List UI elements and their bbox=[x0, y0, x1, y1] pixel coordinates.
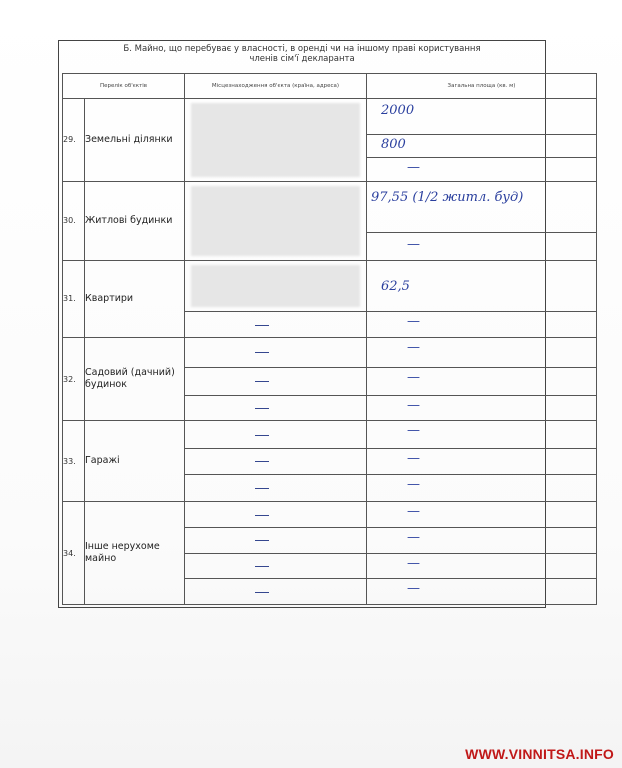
area-value: — bbox=[407, 314, 420, 330]
row-number: 34. bbox=[63, 502, 85, 605]
location-cell bbox=[185, 502, 367, 528]
area-value: — bbox=[407, 581, 420, 597]
area-cell bbox=[367, 367, 597, 395]
area-value: — bbox=[407, 450, 420, 466]
area-value: 97,55 (1/2 житл. буд) bbox=[371, 189, 524, 205]
location-cell bbox=[185, 474, 367, 502]
table-row bbox=[63, 181, 597, 232]
area-cell bbox=[367, 233, 597, 261]
area-value: — bbox=[407, 529, 420, 545]
empty-dash bbox=[255, 461, 269, 462]
location-cell bbox=[185, 553, 367, 579]
area-value: 2000 bbox=[381, 102, 415, 118]
row-name: Гаражі bbox=[85, 421, 185, 502]
location-cell bbox=[185, 579, 367, 605]
empty-dash bbox=[255, 408, 269, 409]
row-number: 32. bbox=[63, 337, 85, 420]
area-cell bbox=[367, 98, 597, 134]
empty-dash bbox=[255, 352, 269, 353]
area-cell bbox=[367, 395, 597, 421]
area-cell bbox=[367, 553, 597, 579]
location-cell bbox=[185, 260, 367, 311]
row-number: 30. bbox=[63, 181, 85, 260]
area-cell bbox=[367, 474, 597, 502]
row-name: Квартири bbox=[85, 260, 185, 337]
location-cell bbox=[185, 395, 367, 421]
area-value: — bbox=[407, 339, 420, 355]
area-cell bbox=[367, 312, 597, 338]
empty-dash bbox=[255, 515, 269, 516]
location-cell bbox=[185, 421, 367, 449]
header-item: Перелік об'єктів bbox=[63, 74, 185, 99]
area-value: — bbox=[407, 397, 420, 413]
empty-dash bbox=[255, 325, 269, 326]
area-value: 800 bbox=[381, 136, 406, 152]
location-cell bbox=[185, 181, 367, 260]
location-cell bbox=[185, 98, 367, 181]
property-table bbox=[62, 73, 597, 605]
redacted-address bbox=[191, 265, 360, 307]
redacted-address bbox=[191, 186, 360, 256]
area-value: — bbox=[407, 504, 420, 520]
area-cell bbox=[367, 502, 597, 528]
empty-dash bbox=[255, 488, 269, 489]
area-cell bbox=[367, 448, 597, 474]
section-title-line1: Б. Майно, що перебуває у власності, в оренді чи на іншому праві користування bbox=[123, 44, 481, 54]
location-cell bbox=[185, 312, 367, 338]
location-cell bbox=[185, 527, 367, 553]
section-title-line2: членів сім'ї декларанта bbox=[249, 54, 355, 64]
row-name: Житлові будинки bbox=[85, 181, 185, 260]
empty-dash bbox=[255, 592, 269, 593]
table-row bbox=[63, 421, 597, 449]
row-name: Земельні ділянки bbox=[85, 98, 185, 181]
empty-dash bbox=[255, 566, 269, 567]
area-cell bbox=[367, 527, 597, 553]
table-row bbox=[63, 260, 597, 311]
area-cell bbox=[367, 579, 597, 605]
area-value: — bbox=[407, 476, 420, 492]
area-cell bbox=[367, 337, 597, 367]
location-cell bbox=[185, 367, 367, 395]
location-cell bbox=[185, 448, 367, 474]
row-number: 33. bbox=[63, 421, 85, 502]
area-cell bbox=[367, 134, 597, 158]
empty-dash bbox=[255, 381, 269, 382]
empty-dash bbox=[255, 540, 269, 541]
area-value: — bbox=[407, 555, 420, 571]
row-number: 29. bbox=[63, 98, 85, 181]
row-name: Інше нерухоме майно bbox=[85, 502, 185, 605]
redacted-address bbox=[191, 103, 360, 177]
area-cell bbox=[367, 181, 597, 232]
table-row bbox=[63, 502, 597, 528]
area-cell bbox=[367, 158, 597, 182]
area-cell bbox=[367, 421, 597, 449]
table-row bbox=[63, 98, 597, 134]
area-value: — bbox=[407, 237, 420, 253]
empty-dash bbox=[255, 435, 269, 436]
header-location: Місцезнаходження об'єкта (країна, адреса) bbox=[185, 74, 367, 99]
area-value: — bbox=[407, 369, 420, 385]
area-value: 62,5 bbox=[381, 278, 410, 294]
area-value: — bbox=[407, 160, 420, 176]
row-name: Садовий (дачний) будинок bbox=[85, 337, 185, 420]
location-cell bbox=[185, 337, 367, 367]
table-header-row bbox=[63, 74, 597, 99]
table-row bbox=[63, 337, 597, 367]
row-number: 31. bbox=[63, 260, 85, 337]
area-cell bbox=[367, 260, 597, 311]
section-title bbox=[58, 44, 546, 64]
site-watermark: WWW.VINNITSA.INFO bbox=[465, 746, 614, 762]
area-value: — bbox=[407, 423, 420, 439]
header-area: Загальна площа (кв. м) bbox=[367, 74, 597, 99]
